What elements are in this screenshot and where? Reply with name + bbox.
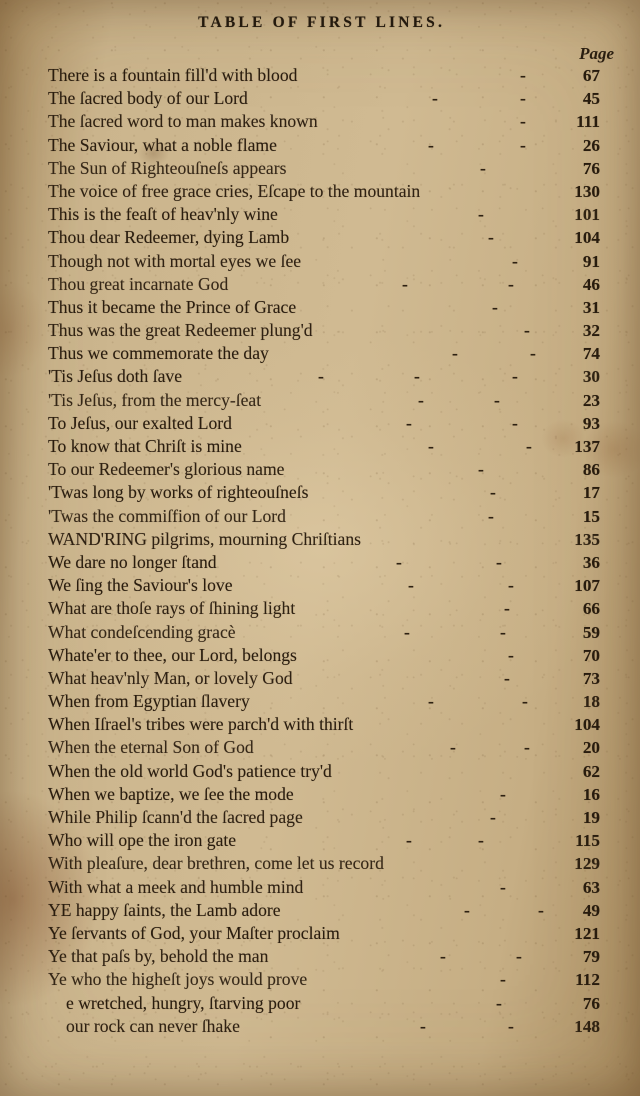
- index-entry: [48, 829, 626, 852]
- index-entry: [48, 226, 626, 249]
- index-entry-first-line: 'Twas the commiſfion of our Lord: [48, 505, 286, 526]
- index-entry: [48, 713, 626, 736]
- leader-dash: -: [452, 343, 458, 364]
- index-entry-page-number: 86: [582, 460, 600, 480]
- index-entry: [48, 110, 626, 133]
- leader-dash: -: [494, 389, 500, 410]
- index-entry-first-line: Ye ſervants of God, your Maſter proclaim: [48, 922, 340, 943]
- index-entry: [48, 64, 626, 87]
- index-entry-first-line: The ſacred word to man makes known: [48, 111, 318, 132]
- leader-dash: -: [478, 204, 484, 225]
- index-entry-first-line: We ſing the Saviour's love: [48, 575, 233, 596]
- index-entry-page-number: 121: [574, 923, 600, 943]
- index-entry-page-number: 101: [574, 205, 600, 225]
- index-entry: [48, 876, 626, 899]
- index-entry-page-number: 104: [574, 228, 600, 248]
- index-entry-page-number: 16: [582, 784, 600, 804]
- leader-dash: -: [478, 830, 484, 851]
- index-entry: [48, 968, 626, 991]
- index-entry-first-line: Whate'er to thee, our Lord, belongs: [48, 644, 297, 665]
- index-entry: [48, 134, 626, 157]
- leader-dash: -: [414, 366, 420, 387]
- index-entry-first-line: What are thoſe rays of ſhining light: [48, 598, 296, 619]
- running-head: TABLE OF FIRST LINES.: [198, 14, 446, 31]
- index-entry-first-line: Thus we commemorate the day: [48, 343, 269, 364]
- index-entry-first-line: 'Tis Jeſus, from the mercy-ſeat: [48, 389, 262, 410]
- index-entry-first-line: When the eternal Son of God: [48, 737, 254, 758]
- index-entry-first-line: The Saviour, what a noble flame: [48, 134, 277, 155]
- index-entry-first-line: The ſacred body of our Lord: [48, 88, 248, 109]
- index-entry-first-line: Thus was the great Redeemer plung'd: [48, 320, 313, 341]
- index-entry: [48, 597, 626, 620]
- first-lines-index-list: [48, 64, 626, 1038]
- index-entry-first-line: This is the feaſt of heav'nly wine: [48, 204, 278, 225]
- index-entry-page-number: 18: [582, 692, 600, 712]
- leader-dash: -: [490, 807, 496, 827]
- leader-dash: -: [488, 227, 494, 248]
- leader-dash: -: [524, 737, 530, 758]
- index-entry: [48, 435, 626, 458]
- index-entry-first-line: Who will ope the iron gate: [48, 830, 237, 851]
- index-entry-first-line: Ye that paſs by, behold the man: [48, 946, 269, 967]
- index-entry: [48, 296, 626, 319]
- index-entry: [48, 412, 626, 435]
- leader-dash: -: [526, 436, 532, 456]
- index-entry-first-line: Thou great incarnate God: [48, 273, 229, 294]
- leader-dash: -: [440, 946, 446, 967]
- index-entry-first-line: 'Tis Jeſus doth ſave: [48, 366, 182, 387]
- index-entry-first-line: With pleaſure, dear brethren, come let us record: [48, 853, 384, 874]
- index-entry-page-number: 49: [582, 900, 600, 920]
- index-entry-page-number: 62: [582, 761, 600, 781]
- index-entry-page-number: 111: [576, 112, 600, 132]
- leader-dash: -: [520, 65, 526, 85]
- index-entry: [48, 87, 626, 110]
- leader-dash: -: [428, 134, 434, 155]
- index-entry-page-number: 45: [582, 89, 600, 109]
- index-entry: [48, 736, 626, 759]
- index-entry-page-number: 76: [582, 158, 600, 178]
- index-entry: [48, 806, 626, 829]
- index-entry-page-number: 23: [582, 390, 600, 410]
- index-entry-first-line: To know that Chriſt is mine: [48, 436, 242, 456]
- index-entry-page-number: 30: [582, 367, 600, 387]
- index-entry-first-line: When we baptize, we ſee the mode: [48, 783, 294, 804]
- index-entry-page-number: 20: [582, 738, 600, 758]
- leader-dash: -: [524, 320, 530, 341]
- index-entry: [48, 945, 626, 968]
- index-entry: [48, 551, 626, 574]
- index-entry-page-number: 135: [574, 529, 600, 549]
- leader-dash: -: [520, 134, 526, 155]
- index-entry-page-number: 93: [582, 413, 600, 433]
- leader-dash: -: [500, 783, 506, 804]
- index-entry-page-number: 17: [582, 483, 600, 503]
- leader-dash: -: [512, 250, 518, 271]
- index-entry-first-line: To our Redeemer's glorious name: [48, 459, 285, 480]
- index-entry-page-number: 115: [575, 831, 600, 851]
- index-entry: [48, 157, 626, 180]
- index-entry: [48, 783, 626, 806]
- index-entry-first-line: While Philip ſcann'd the ſacred page: [48, 807, 303, 827]
- leader-dash: -: [480, 157, 486, 178]
- index-entry-first-line: The Sun of Righteouſneſs appears: [48, 157, 287, 178]
- index-entry-page-number: 148: [574, 1016, 600, 1036]
- index-entry: [48, 273, 626, 296]
- index-entry: [48, 621, 626, 644]
- index-entry-page-number: 73: [582, 668, 600, 688]
- index-entry-first-line: What heav'nly Man, or lovely God: [48, 667, 293, 688]
- index-entry-page-number: 91: [582, 251, 600, 271]
- index-entry-first-line: Thus it became the Prince of Grace: [48, 296, 297, 317]
- index-entry: [48, 319, 626, 342]
- index-entry: [48, 992, 626, 1015]
- index-entry-first-line: 'Twas long by works of righteouſneſs: [48, 482, 309, 503]
- leader-dash: -: [428, 691, 434, 712]
- leader-dash: -: [428, 436, 434, 456]
- index-entry: [48, 458, 626, 481]
- index-entry-first-line: To Jeſus, our exalted Lord: [48, 412, 232, 433]
- index-entry-page-number: 15: [582, 506, 600, 526]
- index-entry: [48, 365, 626, 388]
- index-entry-page-number: 66: [582, 599, 600, 619]
- leader-dash: -: [406, 830, 412, 851]
- index-entry-first-line: What condeſcending gracè: [48, 621, 236, 642]
- index-entry: [48, 528, 626, 551]
- leader-dash: -: [432, 88, 438, 109]
- index-entry-page-number: 76: [582, 993, 600, 1013]
- index-entry-first-line: When Iſrael's tribes were parch'd with thirſt: [48, 714, 354, 735]
- index-entry-page-number: 26: [582, 135, 600, 155]
- leader-dash: -: [520, 111, 526, 132]
- index-entry-first-line: The voice of free grace cries, Eſcape to the mountain: [48, 180, 421, 201]
- index-entry: [48, 180, 626, 203]
- index-entry-first-line: Thou dear Redeemer, dying Lamb: [48, 227, 290, 248]
- index-entry-first-line: When the old world God's patience try'd: [48, 760, 332, 781]
- page-number-column-header: Page: [579, 44, 614, 63]
- index-entry: [48, 505, 626, 528]
- index-entry: [48, 389, 626, 412]
- index-entry: [48, 667, 626, 690]
- leader-dash: -: [478, 459, 484, 480]
- index-entry-first-line: WAND'RING pilgrims, mourning Chriſtians: [48, 528, 362, 549]
- leader-dash: -: [450, 737, 456, 758]
- leader-dash: -: [504, 667, 510, 688]
- index-entry-page-number: 137: [574, 437, 600, 456]
- index-entry-page-number: 59: [582, 622, 600, 642]
- leader-dash: -: [496, 551, 502, 572]
- leader-dash: -: [488, 505, 494, 526]
- index-entry: [48, 852, 626, 875]
- index-entry-page-number: 79: [582, 947, 600, 967]
- leader-dash: -: [512, 412, 518, 433]
- leader-dash: -: [492, 296, 498, 317]
- index-entry-page-number: 31: [582, 297, 600, 317]
- index-entry: [48, 481, 626, 504]
- leader-dash: -: [496, 992, 502, 1013]
- leader-dash: -: [508, 1015, 514, 1036]
- index-entry-first-line: Ye who the higheſt joys would prove: [48, 969, 308, 990]
- index-entry-first-line: our rock can never ſhake: [66, 1015, 240, 1036]
- leader-dash: -: [408, 575, 414, 596]
- leader-dash: -: [538, 899, 544, 920]
- leader-dash: -: [420, 1015, 426, 1036]
- index-entry-page-number: 70: [582, 645, 600, 665]
- index-entry-first-line: When from Egyptian ſlavery: [48, 691, 250, 712]
- index-entry: [48, 574, 626, 597]
- index-entry: [48, 760, 626, 783]
- index-entry: [48, 690, 626, 713]
- index-entry-first-line: There is a fountain fill'd with blood: [48, 65, 298, 85]
- index-entry-first-line: Though not with mortal eyes we ſee: [48, 250, 302, 271]
- leader-dash: -: [500, 876, 506, 897]
- leader-dash: -: [520, 88, 526, 109]
- leader-dash: -: [396, 551, 402, 572]
- index-entry: [48, 203, 626, 226]
- index-entry-page-number: 46: [582, 274, 600, 294]
- index-entry-first-line: YE happy ſaints, the Lamb adore: [48, 899, 281, 920]
- index-entry-page-number: 67: [582, 66, 600, 85]
- index-entry: [48, 250, 626, 273]
- leader-dash: -: [508, 273, 514, 294]
- leader-dash: -: [508, 575, 514, 596]
- leader-dash: -: [402, 273, 408, 294]
- index-entry-page-number: 107: [574, 576, 600, 596]
- leader-dash: -: [318, 366, 324, 387]
- leader-dash: -: [516, 946, 522, 967]
- leader-dash: -: [500, 969, 506, 990]
- index-entry-page-number: 112: [575, 970, 600, 990]
- index-entry: [48, 342, 626, 365]
- leader-dash: -: [530, 343, 536, 364]
- index-entry-first-line: With what a meek and humble mind: [48, 876, 304, 897]
- leader-dash: -: [500, 621, 506, 642]
- index-entry-page-number: 74: [582, 344, 600, 364]
- leader-dash: -: [522, 691, 528, 712]
- index-entry-page-number: 104: [574, 715, 600, 735]
- index-entry-page-number: 36: [582, 552, 600, 572]
- index-entry: [48, 644, 626, 667]
- index-entry: [48, 1015, 626, 1038]
- leader-dash: -: [406, 412, 412, 433]
- leader-dash: -: [464, 899, 470, 920]
- index-entry-first-line: e wretched, hungry, ſtarving poor: [66, 992, 301, 1013]
- index-entry-page-number: 130: [574, 181, 600, 201]
- leader-dash: -: [504, 598, 510, 619]
- index-entry-page-number: 32: [582, 321, 600, 341]
- index-entry-first-line: We dare no longer ſtand: [48, 551, 217, 572]
- leader-dash: -: [490, 482, 496, 503]
- index-entry-page-number: 19: [582, 808, 600, 827]
- leader-dash: -: [418, 389, 424, 410]
- leader-dash: -: [404, 621, 410, 642]
- index-entry: [48, 899, 626, 922]
- index-entry-page-number: 63: [582, 877, 600, 897]
- leader-dash: -: [508, 644, 514, 665]
- index-entry: [48, 922, 626, 945]
- index-entry-page-number: 129: [574, 854, 600, 874]
- leader-dash: -: [512, 366, 518, 387]
